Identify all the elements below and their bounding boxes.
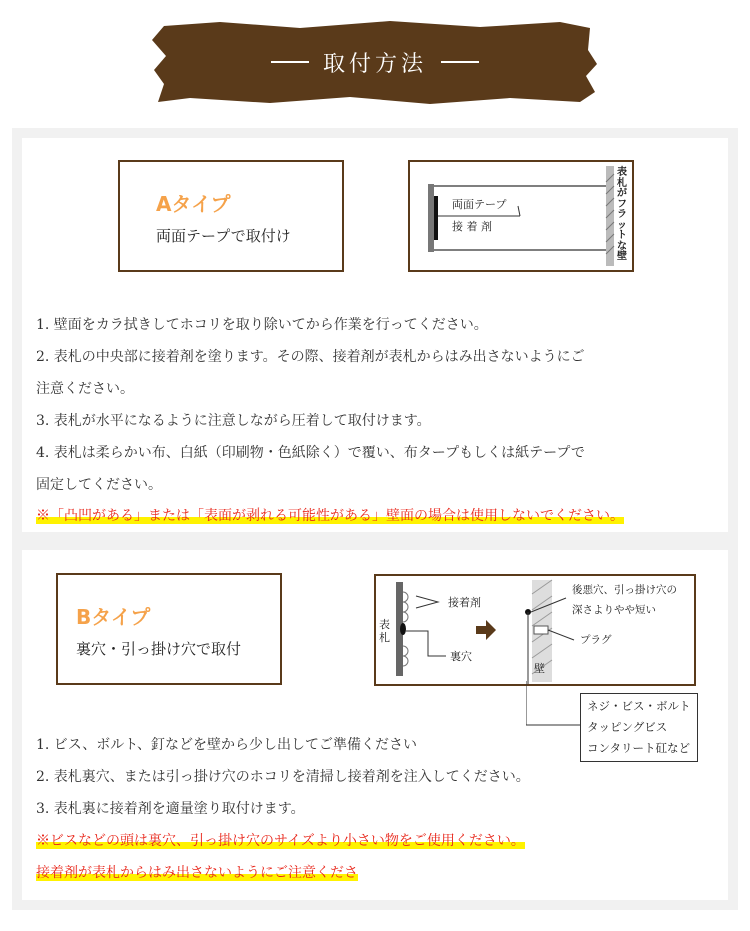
type-b-diagram — [374, 574, 696, 686]
type-a-box — [118, 160, 344, 272]
step-b-2: 2. 表札裏穴、または引っ掛け穴のホコリを清掃し接着剤を注入してください。 — [36, 769, 530, 785]
warning-b-2 — [36, 862, 358, 882]
type-a-diagram — [408, 160, 634, 272]
label-adhesive-b: 接着剤 — [448, 596, 481, 609]
label-plug: プラグ — [580, 634, 612, 646]
page-title-wrap — [150, 18, 600, 106]
type-a-title: Aタイプ — [156, 192, 231, 216]
page-title: 取付方法 — [322, 51, 427, 77]
label-adhesive: 接 着 剤 — [452, 220, 492, 233]
section-a-panel — [22, 138, 728, 532]
warning-b-1 — [36, 830, 525, 850]
connector-line — [526, 681, 586, 727]
screw-note-3: コンタリート矼など — [587, 741, 691, 755]
type-b-subtitle: 裏穴・引っ掛け穴で取付 — [76, 640, 242, 658]
screw-note-1: ネジ・ビス・ボルト — [587, 699, 691, 713]
label-flat-wall: 表札がフラットな壁 — [617, 167, 627, 262]
type-a-diagram-svg — [410, 162, 632, 270]
warning-b-1-text: ※ビスなどの頭は裏穴、引っ掛け穴のサイズより小さい物をご使用ください。 — [36, 833, 525, 849]
step-a-1: 1. 壁面をカラ拭きしてホコリを取り除いてから作業を行ってください。 — [36, 317, 488, 333]
title-rule-left — [271, 61, 309, 63]
warning-a — [36, 505, 624, 525]
header-banner — [150, 18, 600, 106]
label-depth-2: 深さよりやや短い — [572, 604, 656, 616]
section-a — [12, 128, 738, 542]
step-b-1: 1. ビス、ボルト、釘などを壁から少し出してご準備ください — [36, 737, 417, 753]
label-depth-1: 後悪穴、引っ掛け穴の — [572, 584, 677, 596]
type-a-subtitle: 両面テープで取付け — [156, 227, 291, 245]
section-b-panel — [22, 550, 728, 900]
section-b — [12, 540, 738, 910]
step-a-3: 3. 表札が水平になるように注意しながら圧着して取付けます。 — [36, 413, 431, 429]
label-back-hole: 裏穴 — [450, 650, 472, 663]
warning-a-text: ※「凸凹がある」または「表面が剥れる可能性がある」壁面の場合は使用しないでください。 — [36, 508, 624, 524]
step-a-4-cont: 固定してください。 — [36, 477, 162, 493]
step-b-3: 3. 表札裏に接着剤を適量塗り取付けます。 — [36, 801, 305, 817]
type-b-box — [56, 573, 282, 685]
title-rule-right — [441, 61, 479, 63]
label-wall-b: 壁 — [534, 662, 545, 675]
label-double-tape: 両面テープ — [452, 198, 507, 211]
screw-note-2: タッピングビス — [587, 720, 668, 734]
type-b-title: Bタイプ — [76, 605, 151, 629]
step-a-4: 4. 表札は柔らかい布、白紙（印刷物・色紙除く）で覆い、布タープもしくは紙テープで — [36, 445, 585, 461]
warning-b-2-text: 接着剤が表札からはみ出さないようにご注意くださ — [36, 865, 358, 881]
step-a-2-cont: 注意ください。 — [36, 381, 134, 397]
step-a-2: 2. 表札の中央部に接着剤を塗ります。その際、接着剤が表札からはみ出さないようにご — [36, 349, 585, 365]
label-plate: 表札 — [379, 618, 390, 644]
screw-note-box — [580, 693, 698, 762]
